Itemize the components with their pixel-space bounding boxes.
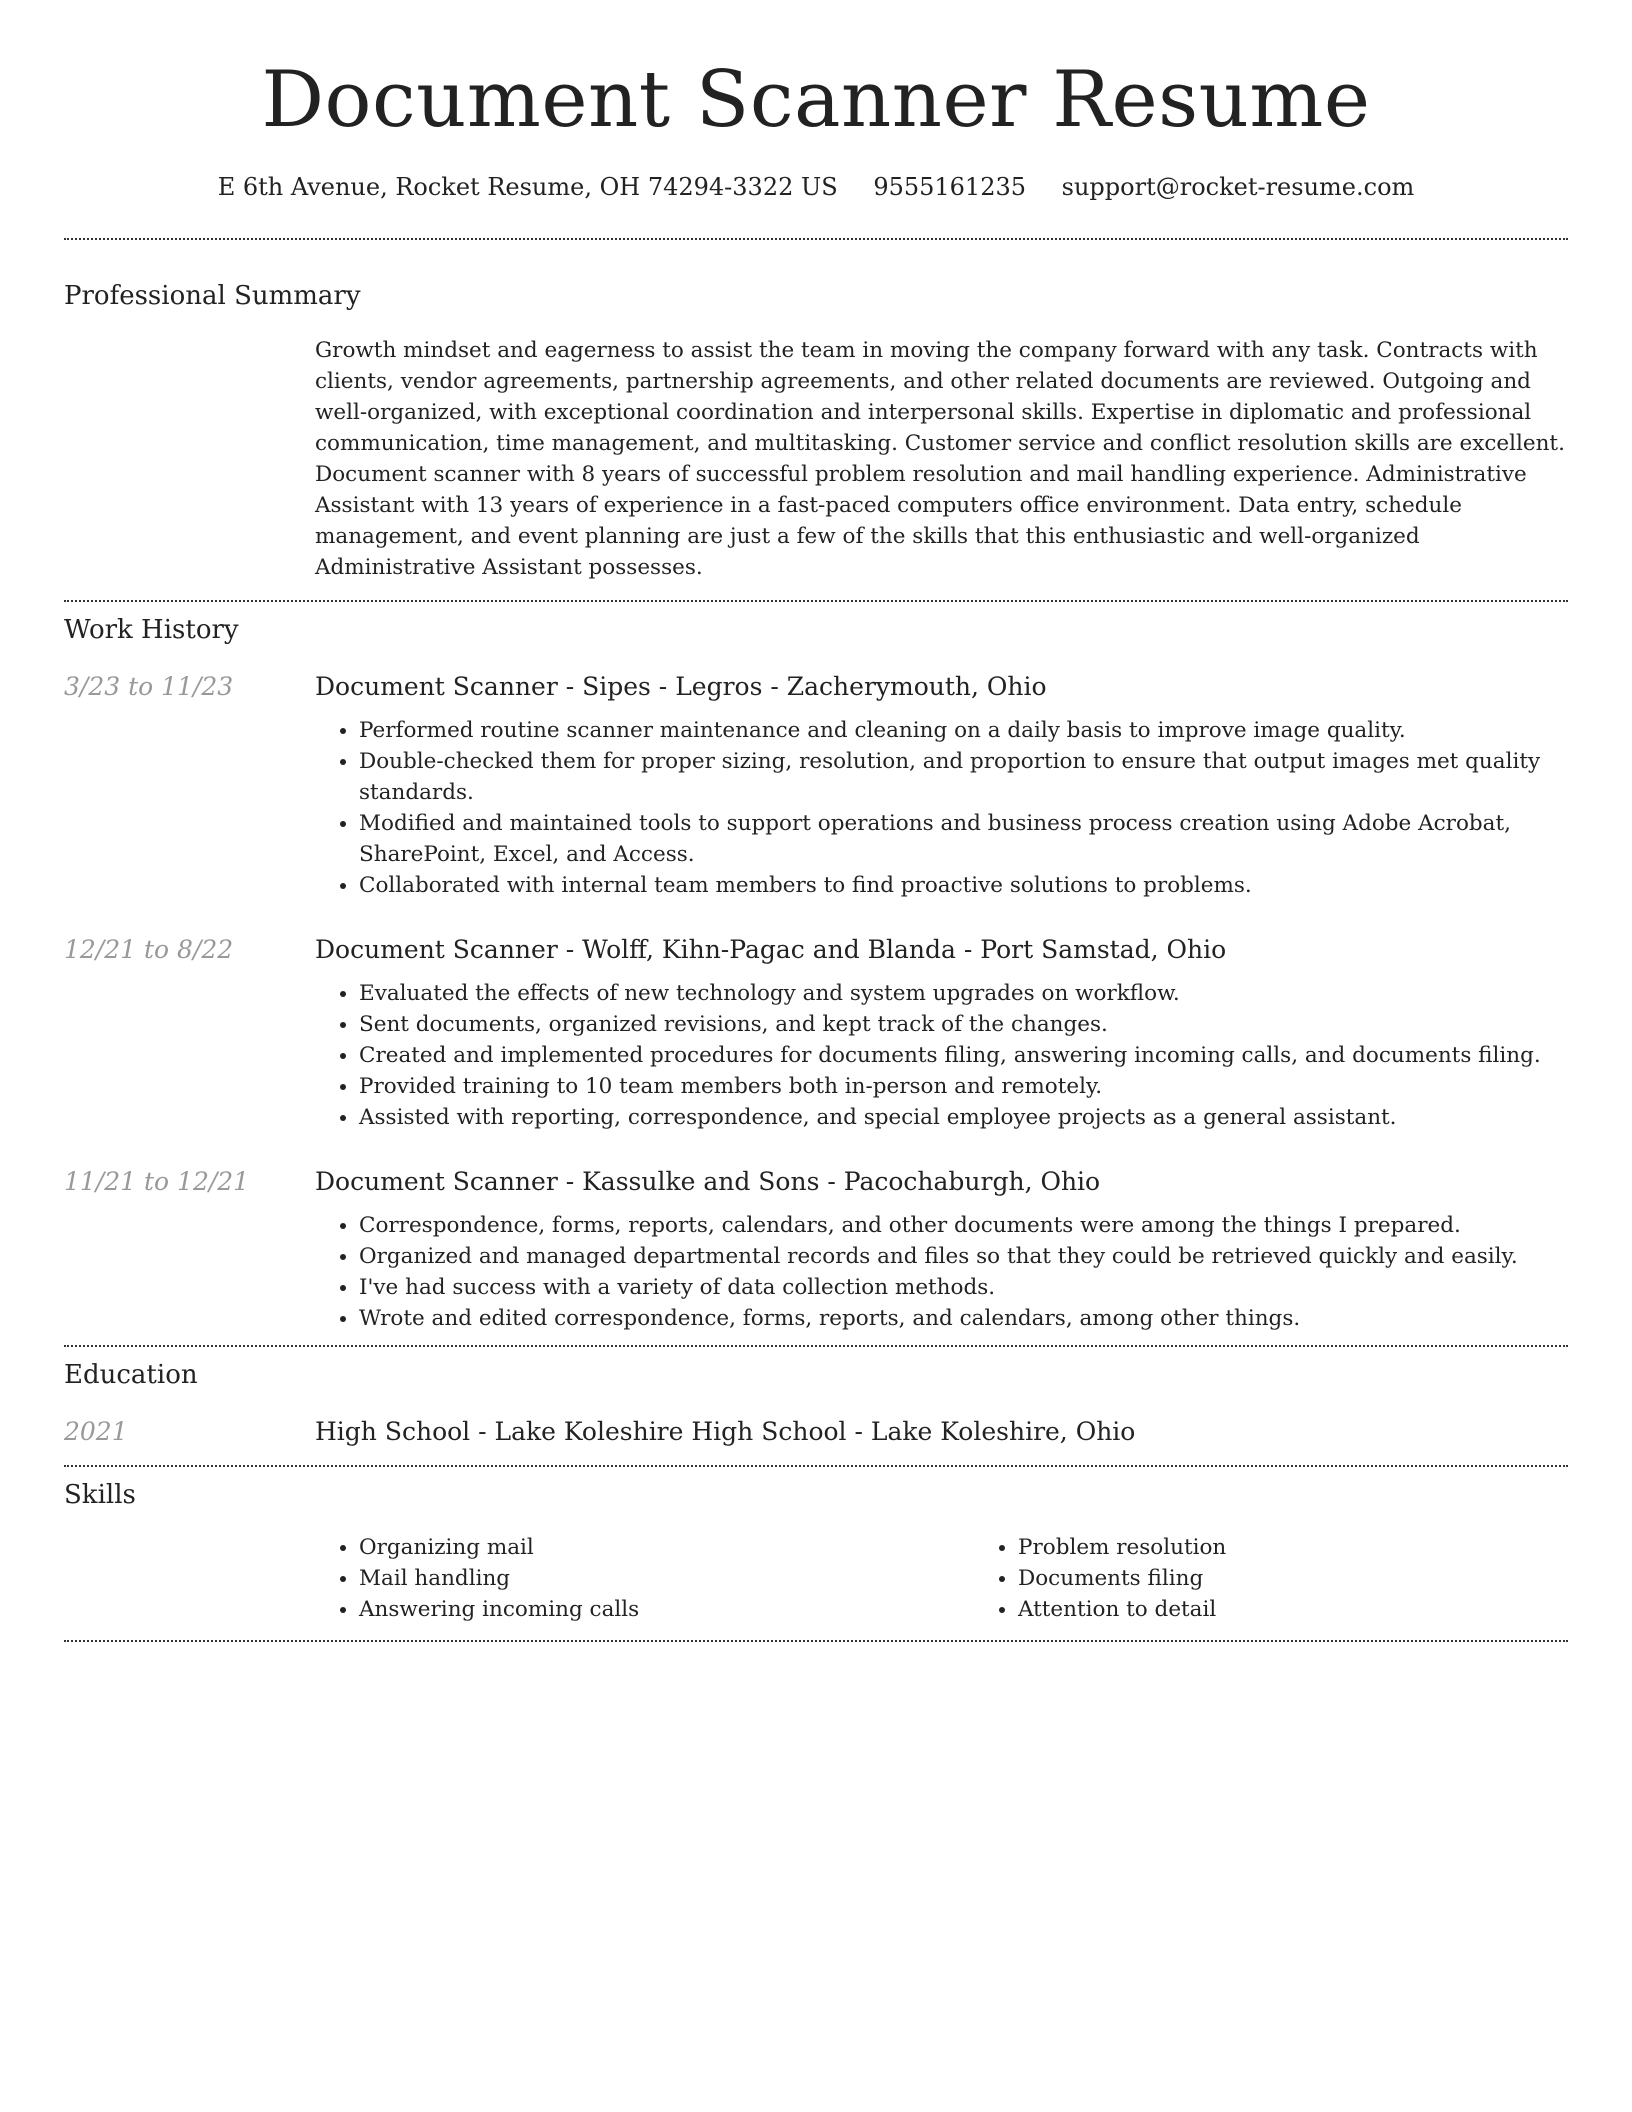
summary-heading: Professional Summary — [64, 281, 361, 311]
skills-list-right — [974, 1532, 1632, 1625]
email-text: support@rocket-resume.com — [1061, 173, 1415, 201]
skill-item: • Organizing mail — [359, 1532, 974, 1563]
list-item: • Evaluated the effects of new technology and system upgrades on workflow. — [359, 978, 1568, 1009]
job-title: Document Scanner - Kassulke and Sons - Pacochaburgh, Ohio — [315, 1167, 1101, 1196]
summary-text: Growth mindset and eagerness to assist the team in moving the company forward with any task. Contracts with clients, vendor agreements, partnership agreements, and other related documents are reviewed. Outgoing and well-organized, with exceptional coordination and interpersonal skills. Expertise in diplomatic and professional communication, time management, and multitasking. Customer service and conflict resolution skills are excellent. Document scanner with 8 years of successful problem resolution and mail handling experience. Administrative Assistant with 13 years of experience in a fast-paced computers office environment. Data entry, schedule management, and event planning are just a few of the skills that this enthusiastic and well-organized Administrative Assistant possesses. — [315, 338, 1565, 580]
job-title: Document Scanner - Wolff, Kihn-Pagac and Blanda - Port Samstad, Ohio — [315, 935, 1227, 964]
skills-section — [64, 1467, 1568, 1640]
list-item: • Performed routine scanner maintenance and cleaning on a daily basis to improve image quality. — [359, 715, 1568, 746]
skill-item: • Problem resolution — [1018, 1532, 1632, 1563]
education-degree: High School - Lake Koleshire High School - Lake Koleshire, Ohio — [315, 1417, 1136, 1446]
job-dates: 3/23 to 11/23 — [64, 672, 234, 701]
section-divider — [64, 1640, 1568, 1642]
work-history-heading: Work History — [64, 615, 239, 645]
list-item: • Sent documents, organized revisions, and kept track of the changes. — [359, 1009, 1568, 1040]
education-section — [64, 1347, 1568, 1465]
job-bullets — [315, 715, 1568, 901]
list-item: • Created and implemented procedures for documents filing, answering incoming calls, and documents filing. — [359, 1040, 1568, 1071]
skill-item: • Answering incoming calls — [359, 1594, 974, 1625]
job-dates: 12/21 to 8/22 — [64, 935, 234, 964]
job-entry — [64, 932, 1568, 1133]
skills-list-left — [315, 1532, 974, 1625]
list-item: • I've had success with a variety of data collection methods. — [359, 1272, 1568, 1303]
list-item: • Correspondence, forms, reports, calendars, and other documents were among the things I prepared. — [359, 1210, 1568, 1241]
contact-line — [64, 170, 1568, 204]
skill-item: • Attention to detail — [1018, 1594, 1632, 1625]
list-item: • Double-checked them for proper sizing, resolution, and proportion to ensure that output images met quality standards. — [359, 746, 1568, 808]
skills-heading: Skills — [64, 1480, 136, 1510]
job-bullets — [315, 1210, 1568, 1334]
phone-text: 9555161235 — [873, 173, 1027, 201]
skill-item: • Mail handling — [359, 1563, 974, 1594]
page-title: Document Scanner Resume — [261, 55, 1371, 145]
list-item: • Collaborated with internal team members to find proactive solutions to problems. — [359, 870, 1568, 901]
job-entry — [64, 669, 1568, 901]
list-item: • Modified and maintained tools to support operations and business process creation using Adobe Acrobat, SharePoint, Excel, and Access. — [359, 808, 1568, 870]
summary-section — [64, 240, 1568, 600]
education-year: 2021 — [64, 1417, 128, 1446]
work-history-section — [64, 602, 1568, 1345]
list-item: • Organized and managed departmental records and files so that they could be retrieved quickly and easily. — [359, 1241, 1568, 1272]
job-title: Document Scanner - Sipes - Legros - Zacherymouth, Ohio — [315, 672, 1047, 701]
job-dates: 11/21 to 12/21 — [64, 1167, 250, 1196]
list-item: • Wrote and edited correspondence, forms, reports, and calendars, among other things. — [359, 1303, 1568, 1334]
list-item: • Provided training to 10 team members both in-person and remotely. — [359, 1071, 1568, 1102]
job-bullets — [315, 978, 1568, 1133]
skill-item: • Documents filing — [1018, 1563, 1632, 1594]
education-heading: Education — [64, 1360, 198, 1390]
list-item: • Assisted with reporting, correspondence, and special employee projects as a general assistant. — [359, 1102, 1568, 1133]
job-entry — [64, 1164, 1568, 1334]
address-text: E 6th Avenue, Rocket Resume, OH 74294-3322 US — [217, 173, 838, 201]
resume-header — [64, 0, 1568, 204]
